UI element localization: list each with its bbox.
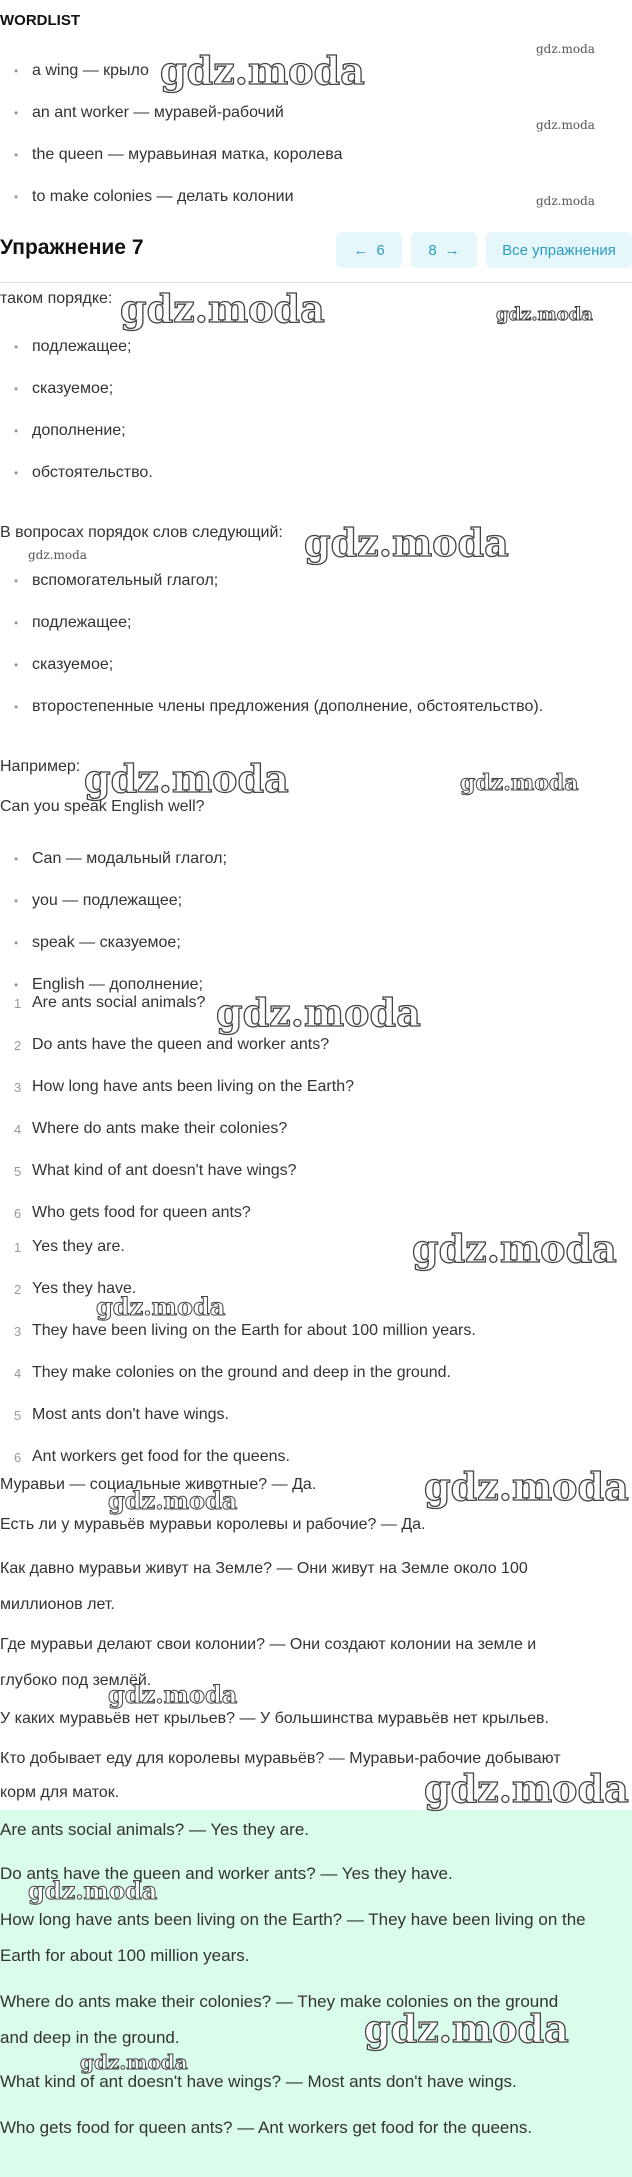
watermark: gdz.moda xyxy=(160,48,365,93)
watermark: gdz.moda xyxy=(412,1226,617,1271)
list-item: • дополнение; xyxy=(14,422,126,440)
translation-line: Муравьи — социальные животные? — Да. xyxy=(0,1476,317,1493)
order-intro: таком порядке: xyxy=(0,290,113,307)
list-item: • Can — модальный глагол; xyxy=(14,850,227,868)
summary-line: Where do ants make their colonies? — They make colonies on the ground xyxy=(0,1992,559,2011)
summary-line: Earth for about 100 million years. xyxy=(0,1946,250,1965)
example-intro: Например: xyxy=(0,758,81,775)
translation-line: Как давно муравьи живут на Земле? — Они живут на Земле около 100 xyxy=(0,1560,528,1577)
list-item: • you — подлежащее; xyxy=(14,892,182,910)
question-item: Do ants have the queen and worker ants? xyxy=(32,1036,330,1053)
questions-order-intro: В вопросах порядок слов следующий: xyxy=(0,524,283,541)
watermark: gdz.moda xyxy=(536,194,595,208)
list-item: • сказуемое; xyxy=(14,656,113,674)
summary-line: What kind of ant doesn't have wings? — Most ants don't have wings. xyxy=(0,2072,517,2091)
summary-line: How long have ants been living on the Earth? — They have been living on the xyxy=(0,1910,586,1929)
watermark: gdz.moda xyxy=(28,1876,158,1905)
watermark: gdz.moda xyxy=(80,2050,188,2074)
watermark: gdz.moda xyxy=(364,2006,569,2051)
question-item: Who gets food for queen ants? xyxy=(32,1204,251,1221)
list-item: • English — дополнение; xyxy=(14,976,203,994)
question-item: Where do ants make their colonies? xyxy=(32,1120,288,1137)
arrow-right-icon: → xyxy=(444,241,460,259)
arrow-left-icon: ← xyxy=(353,241,369,259)
translation-line: У каких муравьёв нет крыльев? — У большинства муравьёв нет крыльев. xyxy=(0,1710,549,1727)
answer-item: Most ants don't have wings. xyxy=(32,1406,229,1423)
wordlist-title: WORDLIST xyxy=(0,12,80,29)
item-number: 6 xyxy=(14,1206,22,1221)
list-item: • speak — сказуемое; xyxy=(14,934,181,952)
item-number: 5 xyxy=(14,1408,22,1423)
question-item: How long have ants been living on the Earth? xyxy=(32,1078,354,1095)
watermark: gdz.moda xyxy=(108,1680,238,1709)
watermark: gdz.moda xyxy=(424,1766,629,1811)
list-item: • the queen — муравьиная матка, королева xyxy=(14,146,342,164)
watermark: gdz.moda xyxy=(84,756,289,801)
example-sentence: Can you speak English well? xyxy=(0,798,205,815)
list-item: • an ant worker — муравей-рабочий xyxy=(14,104,284,122)
list-item: • подлежащее; xyxy=(14,338,131,356)
translation-line: глубоко под землёй. xyxy=(0,1672,152,1689)
watermark: gdz.moda xyxy=(28,548,87,562)
all-exercises-button[interactable]: Все упражнения xyxy=(486,232,632,268)
answer-item: They have been living on the Earth for about 100 million years. xyxy=(32,1322,476,1339)
translation-line: Где муравьи делают свои колонии? — Они создают колонии на земле и xyxy=(0,1636,537,1653)
answer-item: They make colonies on the ground and deep in the ground. xyxy=(32,1364,451,1381)
item-number: 3 xyxy=(14,1324,22,1339)
watermark: gdz.moda xyxy=(424,1464,629,1509)
item-number: 4 xyxy=(14,1366,22,1381)
summary-line: Are ants social animals? — Yes they are. xyxy=(0,1820,309,1839)
prev-exercise-button[interactable]: ← 6 xyxy=(336,232,402,268)
item-number: 2 xyxy=(14,1038,22,1053)
item-number: 4 xyxy=(14,1122,22,1137)
clipped-row xyxy=(0,970,632,993)
list-item: • подлежащее; xyxy=(14,614,131,632)
list-item: • обстоятельство. xyxy=(14,464,153,482)
translation-line: Кто добывает еду для королевы муравьёв? — Муравьи-рабочие добывают xyxy=(0,1750,561,1767)
exercise-title: Упражнение 7 xyxy=(0,236,144,259)
watermark: gdz.moda xyxy=(460,770,579,796)
list-item: • a wing — крыло xyxy=(14,62,149,80)
question-item: Are ants social animals? xyxy=(32,994,206,1011)
question-item: What kind of ant doesn't have wings? xyxy=(32,1162,297,1179)
list-item: • второстепенные члены предложения (дополнение, обстоятельство). xyxy=(14,698,543,716)
watermark: gdz.moda xyxy=(536,42,595,56)
answer-item: Yes they are. xyxy=(32,1238,125,1255)
watermark: gdz.moda xyxy=(536,118,595,132)
summary-line: Do ants have the queen and worker ants? — Yes they have. xyxy=(0,1864,453,1883)
answer-item: Ant workers get food for the queens. xyxy=(32,1448,290,1465)
next-exercise-button[interactable]: 8 → xyxy=(411,232,477,268)
item-number: 6 xyxy=(14,1450,22,1465)
item-number: 2 xyxy=(14,1282,22,1297)
list-item: • сказуемое; xyxy=(14,380,113,398)
watermark: gdz.moda xyxy=(108,1486,238,1515)
watermark: gdz.moda xyxy=(496,304,593,325)
watermark: gdz.moda xyxy=(96,1292,226,1321)
summary-line: Who gets food for queen ants? — Ant workers get food for the queens. xyxy=(0,2118,533,2137)
divider xyxy=(0,282,632,283)
item-number: 3 xyxy=(14,1080,22,1095)
watermark: gdz.moda xyxy=(216,990,421,1035)
watermark: gdz.moda xyxy=(304,520,509,565)
item-number: 1 xyxy=(14,996,22,1011)
translation-line: миллионов лет. xyxy=(0,1596,115,1613)
item-number: 1 xyxy=(14,1240,22,1255)
translation-line: корм для маток. xyxy=(0,1784,120,1801)
answer-item: Yes they have. xyxy=(32,1280,137,1297)
list-item: • вспомогательный глагол; xyxy=(14,572,218,590)
watermark: gdz.moda xyxy=(120,286,325,331)
list-item: • to make colonies — делать колонии xyxy=(14,188,294,206)
translation-line: Есть ли у муравьёв муравьи королевы и рабочие? — Да. xyxy=(0,1516,426,1533)
item-number: 5 xyxy=(14,1164,22,1179)
summary-line: and deep in the ground. xyxy=(0,2028,180,2047)
